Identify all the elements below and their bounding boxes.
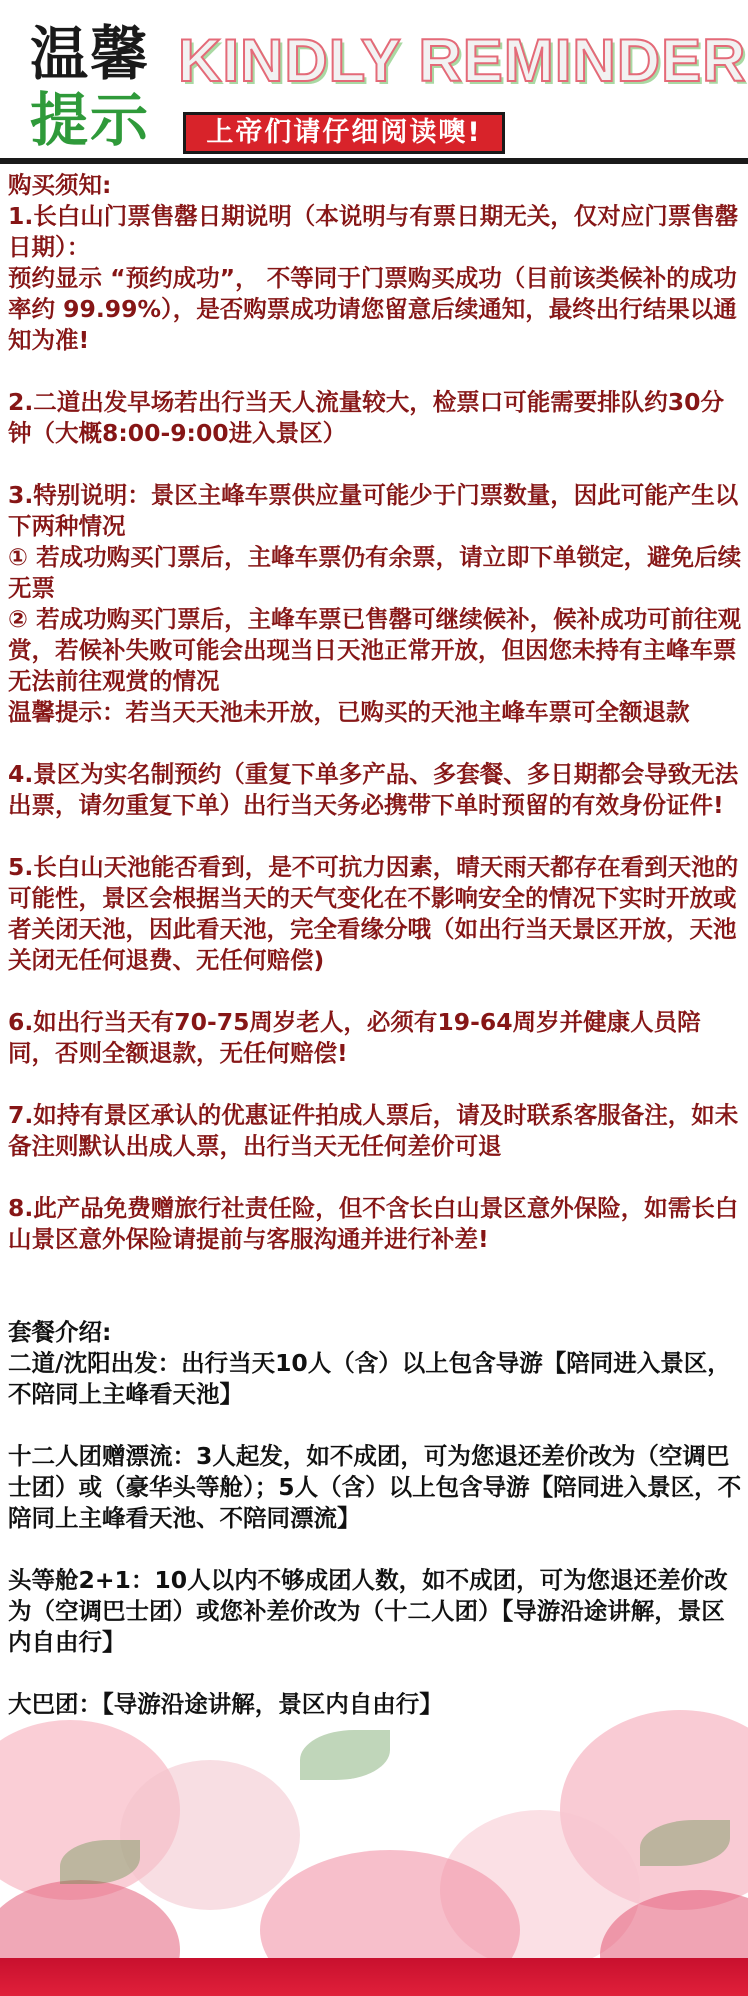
title-line1: 温馨 bbox=[30, 20, 151, 88]
packages-heading: 套餐介绍: bbox=[8, 1318, 112, 1346]
note-item-4: 4.景区为实名制预约（重复下单多产品、多套餐、多日期都会导致无法出票，请勿重复下单）出行当天务必携带下单时预留的有效身份证件! bbox=[8, 760, 739, 819]
package-item-1: 二道/沈阳出发：出行当天10人（含）以上包含导游【陪同进入景区，不陪同上主峰看天池】 bbox=[8, 1349, 731, 1408]
peony-background bbox=[0, 1700, 748, 1996]
purchase-notes-heading: 购买须知: bbox=[8, 171, 112, 199]
english-title: KINDLY REMINDER bbox=[178, 27, 747, 94]
package-item-4: 大巴团：【导游沿途讲解，景区内自由行】 bbox=[8, 1690, 443, 1718]
note-item-2: 2.二道出发早场若出行当天人流量较大，检票口可能需要排队约30分钟（大概8:00-9:00进入景区） bbox=[8, 388, 724, 447]
title-line2: 提示 bbox=[30, 86, 151, 154]
note-item-3: 3.特别说明：景区主峰车票供应量可能少于门票数量，因此可能产生以下两种情况 ① 若成功购买门票后，主峰车票仍有余票，请立即下单锁定，避免后续无票 ② 若成功购买门票后，主峰车票已售罄可继续候补，候补成功可前往观赏，若候补失败可能会出现当日天池正常开放，但因您未持有主峰车票无法前往观赏的情况 温馨提示：若当天天池未开放，已购买的天池主峰车票可全额退款 bbox=[8, 481, 742, 726]
note-item-8: 8.此产品免费赠旅行社责任险，但不含长白山景区意外保险，如需长白山景区意外保险请提前与客服沟通并进行补差! bbox=[8, 1194, 739, 1253]
note-item-7: 7.如持有景区承认的优惠证件拍成人票后，请及时联系客服备注，如未备注则默认出成人票，出行当天无任何差价可退 bbox=[8, 1101, 739, 1160]
note-item-5: 5.长白山天池能否看到，是不可抗力因素，晴天雨天都存在看到天池的可能性，景区会根据当天的天气变化在不影响安全的情况下实时开放或者关闭天池，因此看天池，完全看缘分哦（如出行当天景区开放，天池关闭无任何退费、无任何赔偿) bbox=[8, 853, 739, 974]
bottom-band bbox=[0, 1958, 748, 1996]
header bbox=[0, 0, 748, 160]
note-item-6: 6.如出行当天有70-75周岁老人，必须有19-64周岁并健康人员陪同，否则全额退款，无任何赔偿! bbox=[8, 1008, 701, 1067]
package-item-3: 头等舱2+1：10人以内不够成团人数，如不成团，可为您退还差价改为（空调巴士团）或您补差价改为（十二人团）【导游沿途讲解，景区内自由行】 bbox=[8, 1566, 728, 1656]
package-item-2: 十二人团赠漂流：3人起发，如不成团，可为您退还差价改为（空调巴士团）或（豪华头等舱）；5人（含）以上包含导游【陪同进入景区，不陪同上主峰看天池、不陪同漂流】 bbox=[8, 1442, 742, 1532]
divider bbox=[0, 158, 748, 164]
banner: 上帝们请仔细阅读噢! bbox=[183, 112, 505, 154]
note-item-1: 1.长白山门票售罄日期说明（本说明与有票日期无关，仅对应门票售罄日期）： 预约显示 “预约成功”， 不等同于门票购买成功（目前该类候补的成功率约 99.99%），是否购票成功请您留意后续通知，最终出行结果以通知为准! bbox=[8, 202, 739, 354]
notice-content bbox=[8, 170, 742, 1720]
